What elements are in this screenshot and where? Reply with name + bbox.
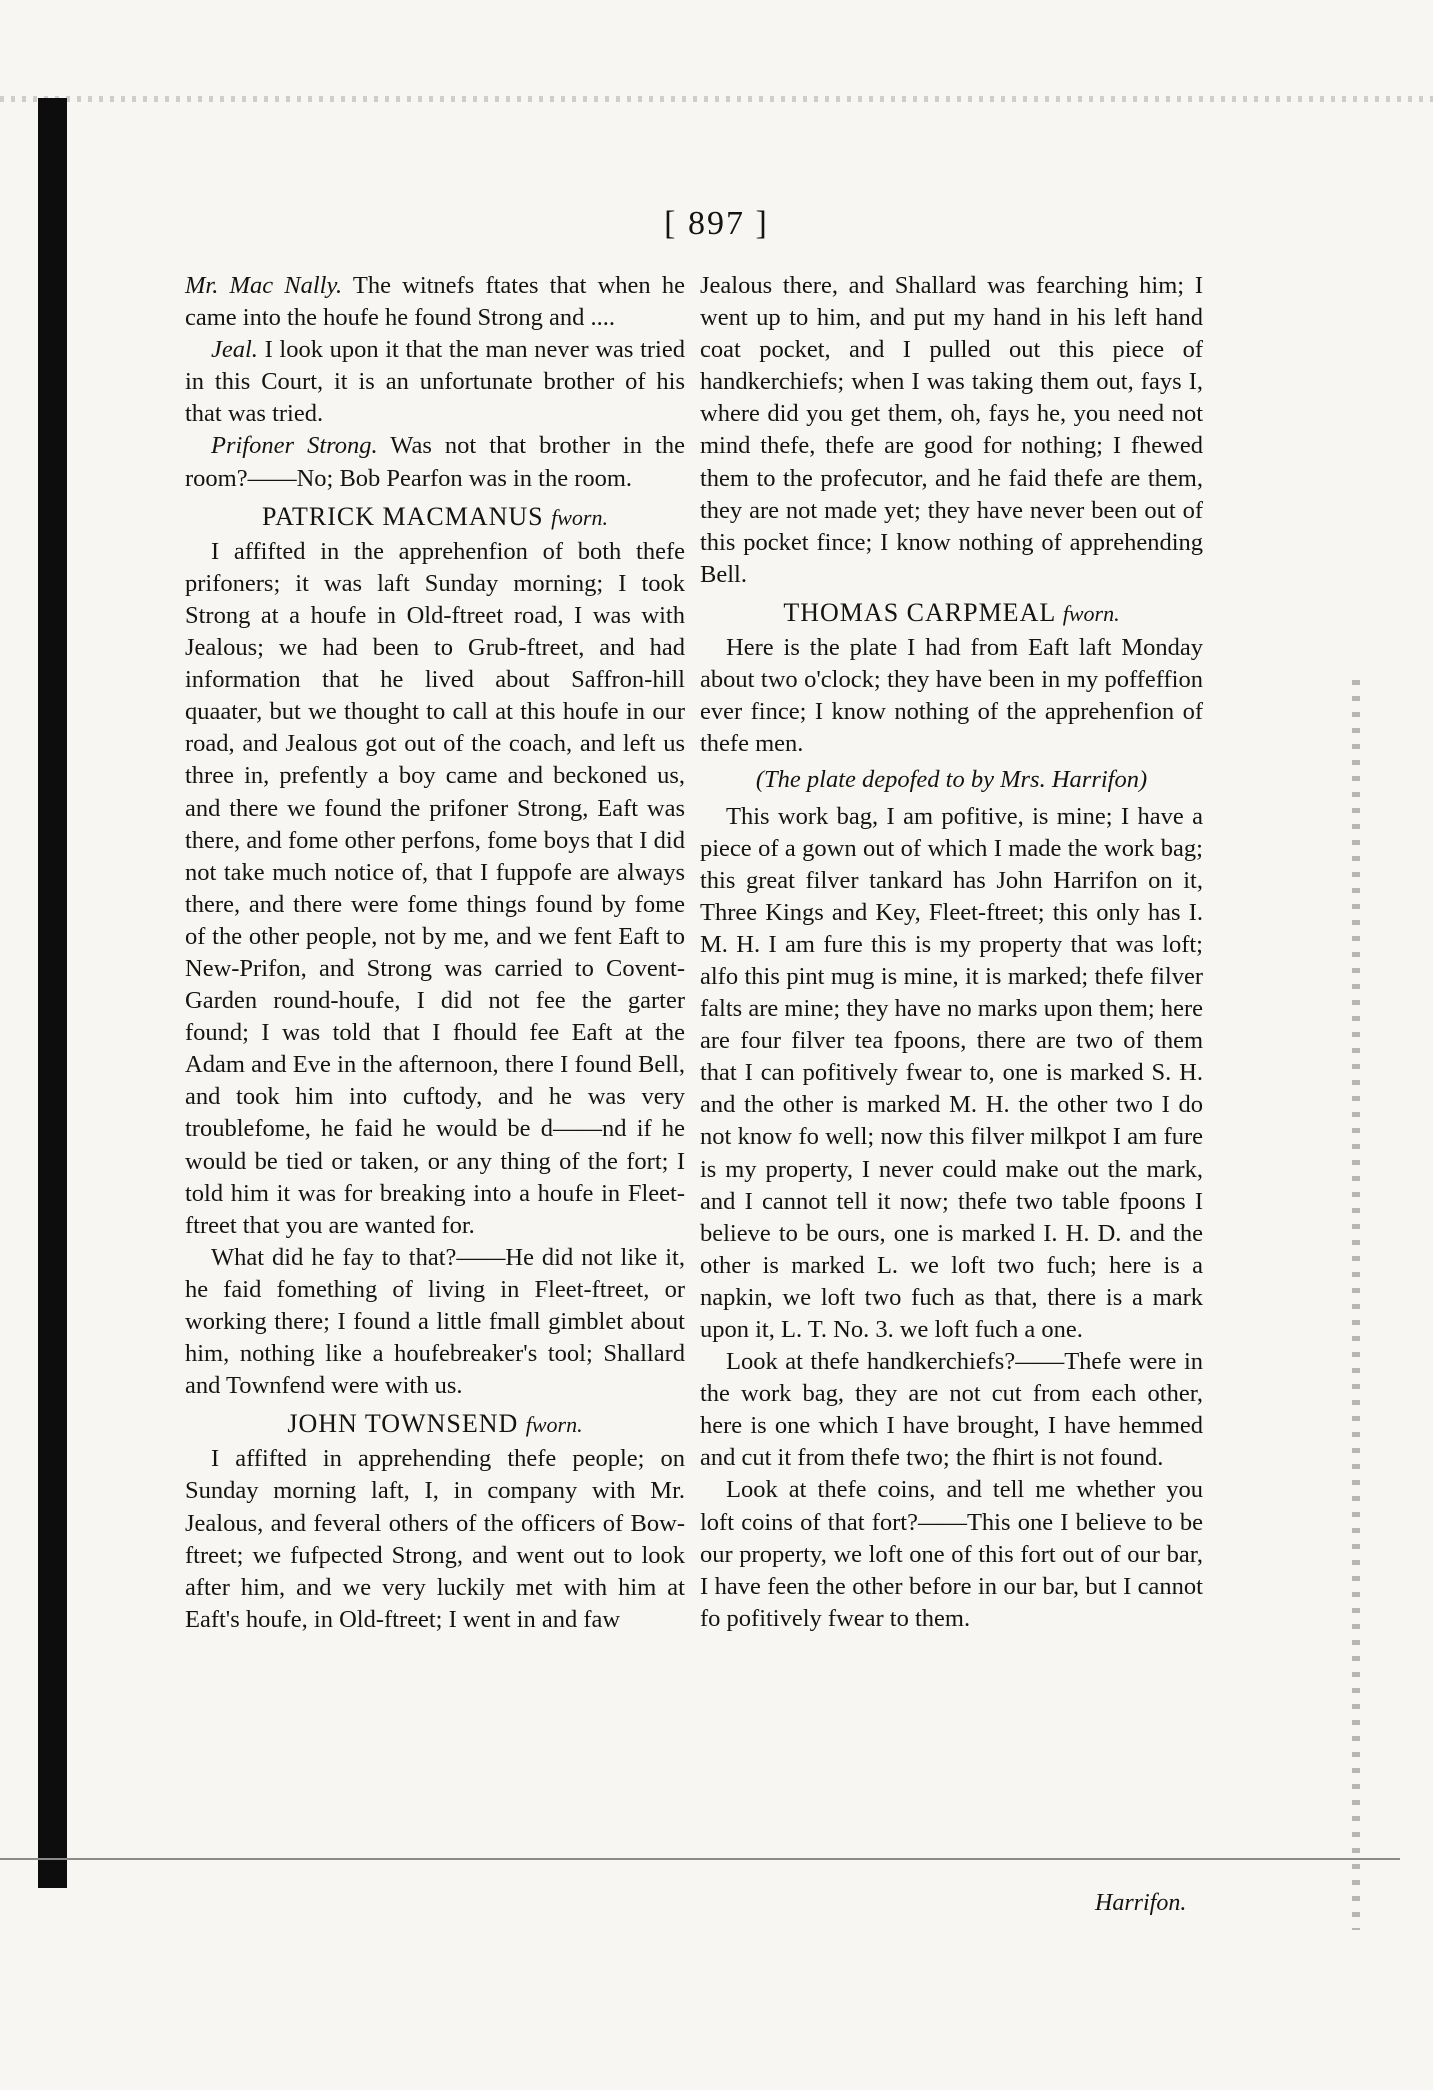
- speaker-name: Prifoner Strong.: [211, 432, 378, 460]
- paragraph: Look at thefe coins, and tell me whether you loft coins of that fort?——This one I believe to be our property, we loft one of this fort out of our bar, I have feen the other before in our bar, but I cannot fo pofitively fwear to them.: [700, 1476, 1203, 1632]
- catchword: Harrifon.: [1095, 1890, 1187, 1916]
- witness-name: PATRICK MACMANUS: [262, 501, 544, 531]
- paragraph: I affifted in apprehending thefe people; on Sunday morning laft, I, in company with Mr. Jealous, and feveral others of the officers of Bow-ftreet; we fufpected Strong, and went out to look after him, and we very luckily met with him at Eaft's houfe, in Old-ftreet; I went in and faw: [185, 1445, 685, 1633]
- bottom-rule: [0, 1858, 1400, 1860]
- left-column: [185, 270, 685, 1636]
- witness-name: THOMAS CARPMEAL: [783, 597, 1056, 627]
- page-top-edge: [0, 96, 1433, 102]
- paragraph: Jealous there, and Shallard was fearching him; I went up to him, and put my hand in his left hand coat pocket, and I pulled out this piece of handkerchiefs; when I was taking them out, fays I, where did you get them, oh, fays he, you need not mind thefe, thefe are good for nothing; I fhewed them to the profecutor, and he faid thefe are them, they are not made yet; they have never been out of this pocket fince; I know nothing of apprehending Bell.: [700, 272, 1203, 588]
- speaker-name: Jeal.: [211, 336, 258, 364]
- witness-heading: [185, 501, 685, 534]
- speaker-name: Mr. Mac Nally.: [185, 272, 343, 299]
- plate-note: (The plate depofed to by Mrs. Harrifon): [755, 766, 1148, 794]
- right-column: [700, 270, 1203, 1635]
- paragraph: [185, 430, 685, 494]
- page-right-edge: [1352, 680, 1360, 1930]
- paragraph: [185, 270, 685, 334]
- sworn-label: fworn.: [551, 504, 608, 530]
- witness-heading: [185, 1408, 685, 1441]
- witness-heading: [700, 597, 1203, 630]
- paragraph: I affifted in the apprehenfion of both thefe prifoners; it was laft Sunday morning; I took Strong at a houfe in Old-ftreet road, I was with Jealous; we had been to Grub-ftreet, and had information that he lived about Saffron-hill quaater, but we thought to call at this houfe in our road, and Jealous got out of the coach, and left us three in, prefently a boy came and beckoned us, and there we found the prifoner Strong, Eaft was there, and fome other perfons, fome boys that I did not take much notice of, that I fuppofe are always there, and there were fome things found by fome of the other people, not by me, and we fent Eaft to New-Prifon, and Strong was carried to Covent-Garden round-houfe, I did not fee the garter found; I was told that I fhould fee Eaft at the Adam and Eve in the afternoon, there I found Bell, and took him into cuftody, and he was very troublefome, he faid he would be d——nd if he would be tied or taken, or any thing of the fort; I told him it was for breaking into a houfe in Fleet-ftreet that you are wanted for.: [185, 537, 685, 1239]
- paragraph: [185, 334, 685, 430]
- paragraph: Look at thefe handkerchiefs?——Thefe were in the work bag, they are not cut from each other, here is one which I have brought, I have hemmed and cut it from thefe two; the fhirt is not found.: [700, 1348, 1203, 1472]
- sworn-label: fworn.: [1062, 600, 1120, 626]
- paragraph: Here is the plate I had from Eaft laft Monday about two o'clock; they have been in my poffeffion ever fince; I know nothing of the apprehenfion of thefe men.: [700, 634, 1203, 758]
- paragraph: This work bag, I am pofitive, is mine; I have a piece of a gown out of which I made the work bag; this great filver tankard has John Harrifon on it, Three Kings and Key, Fleet-ftreet; this only has I. M. H. I am fure this is my property that was loft; alfo this pint mug is mine, it is marked; thefe filver falts are mine; they have no marks upon them; here are four filver tea fpoons, there are two of them that I can pofitively fwear to, one is marked S. H. and the other is marked M. H. the other two I do not know fo well; now this filver milkpot I am fure is my property, I never could make out the mark, and I cannot tell it now; thefe two table fpoons I believe to be ours, one is marked I. H. D. and the other is marked L. we loft two fuch; here is a napkin, we loft two fuch as that, there is a mark upon it, L. T. No. 3. we loft fuch a one.: [700, 802, 1203, 1343]
- witness-name: JOHN TOWNSEND: [287, 1409, 519, 1439]
- paragraph-text: I look upon it that the man never was tried in this Court, it is an unfortunate brother of his that was tried.: [185, 336, 685, 428]
- binding-shadow: [38, 98, 67, 1888]
- paragraph-text: Was not that brother in the room?——No; Bob Pearfon was in the room.: [185, 432, 685, 492]
- page-number: [ 897 ]: [664, 205, 769, 242]
- sworn-label: fworn.: [525, 1412, 583, 1438]
- paragraph: What did he fay to that?——He did not like it, he faid fomething of living in Fleet-ftreet, or working there; I found a little fmall gimblet about him, nothing like a houfebreaker's tool; Shallard and Townfend were with us.: [185, 1243, 685, 1400]
- paragraph-text: The witnefs ftates that when he came into the houfe he found Strong and ....: [185, 272, 685, 332]
